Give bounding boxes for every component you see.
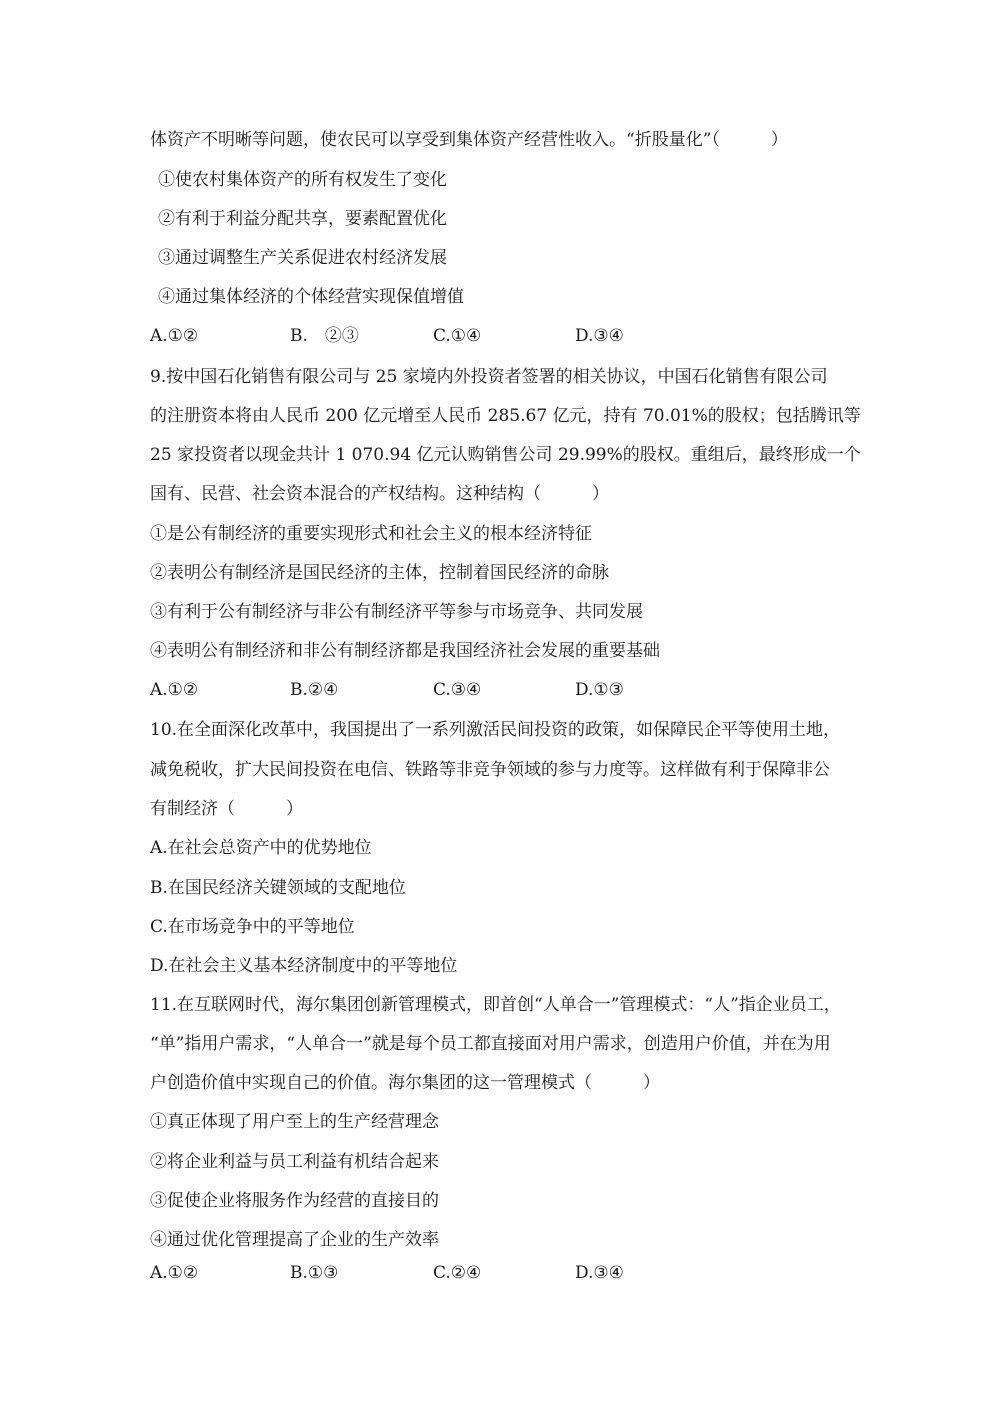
q11-choice-b: B.①③: [290, 1263, 339, 1283]
q11-option-3: ③促使企业将服务作为经营的直接目的: [150, 1191, 439, 1211]
q10-stem-line-3: 有制经济（ ）: [150, 799, 303, 819]
q10-option-b: B.在国民经济关键领域的支配地位: [150, 878, 406, 898]
q11-option-4: ④通过优化管理提高了企业的生产效率: [150, 1230, 439, 1250]
q8-option-2: ②有利于利益分配共享，要素配置优化: [158, 209, 447, 229]
q9-stem-line-4: 国有、民营、社会资本混合的产权结构。这种结构（ ）: [150, 484, 609, 504]
q8-choice-d: D.③④: [575, 326, 624, 346]
q9-choice-c: C.③④: [433, 680, 482, 700]
q9-choice-d: D.①③: [575, 680, 624, 700]
q8-choice-b: B. ②③: [290, 326, 359, 346]
q9-stem-line-3: 25 家投资者以现金共计 1 070.94 亿元认购销售公司 29.99%的股权。重组后，最终形成一个: [150, 445, 861, 465]
q9-option-4: ④表明公有制经济和非公有制经济都是我国经济社会发展的重要基础: [150, 641, 660, 661]
q8-option-3: ③通过调整生产关系促进农村经济发展: [158, 248, 447, 268]
q10-stem-line-2: 减免税收，扩大民间投资在电信、铁路等非竞争领域的参与力度等。这样做有利于保障非公: [150, 760, 830, 780]
q9-option-3: ③有利于公有制经济与非公有制经济平等参与市场竞争、共同发展: [150, 602, 643, 622]
q10-stem-line-1: 10.在全面深化改革中，我国提出了一系列激活民间投资的政策，如保障民企平等使用土地，: [150, 720, 841, 740]
q8-option-1: ①使农村集体资产的所有权发生了变化: [158, 170, 447, 190]
q11-choices: [150, 1262, 850, 1284]
q9-choice-a: A.①②: [150, 680, 199, 700]
q11-option-2: ②将企业利益与员工利益有机结合起来: [150, 1152, 439, 1172]
q9-choices: [150, 679, 850, 701]
q11-choice-c: C.②④: [433, 1263, 482, 1283]
q8-stem-tail: 体资产不明晰等问题，使农民可以享受到集体资产经营性收入。“折股量化”（ ）: [150, 130, 788, 150]
q10-option-a: A.在社会总资产中的优势地位: [150, 838, 372, 858]
q11-stem-line-1: 11.在互联网时代，海尔集团创新管理模式，即首创“人单合一”管理模式：“人”指企业员工，: [150, 995, 841, 1015]
q8-choice-a: A.①②: [150, 326, 199, 346]
q8-choice-c: C.①④: [433, 326, 482, 346]
q11-stem-line-3: 户创造价值中实现自己的价值。海尔集团的这一管理模式（ ）: [150, 1073, 660, 1093]
q8-choices: [150, 325, 850, 347]
q11-choice-a: A.①②: [150, 1263, 199, 1283]
q9-stem-line-1: 9.按中国石化销售有限公司与 25 家境内外投资者签署的相关协议，中国石化销售有限公司: [150, 367, 828, 387]
q10-option-c: C.在市场竞争中的平等地位: [150, 917, 355, 937]
q9-stem-line-2: 的注册资本将由人民币 200 亿元增至人民币 285.67 亿元，持有 70.01%的股权；包括腾讯等: [150, 406, 861, 426]
q9-option-1: ①是公有制经济的重要实现形式和社会主义的根本经济特征: [150, 524, 592, 544]
q11-choice-d: D.③④: [575, 1263, 624, 1283]
q11-stem-line-2: “单”指用户需求，“人单合一”就是每个员工都直接面对用户需求，创造用户价值，并在为用: [150, 1034, 831, 1054]
q8-option-4: ④通过集体经济的个体经营实现保值增值: [158, 287, 464, 307]
q10-option-d: D.在社会主义基本经济制度中的平等地位: [150, 956, 458, 976]
q9-choice-b: B.②④: [290, 680, 339, 700]
q9-option-2: ②表明公有制经济是国民经济的主体，控制着国民经济的命脉: [150, 563, 609, 583]
q11-option-1: ①真正体现了用户至上的生产经营理念: [150, 1112, 439, 1132]
